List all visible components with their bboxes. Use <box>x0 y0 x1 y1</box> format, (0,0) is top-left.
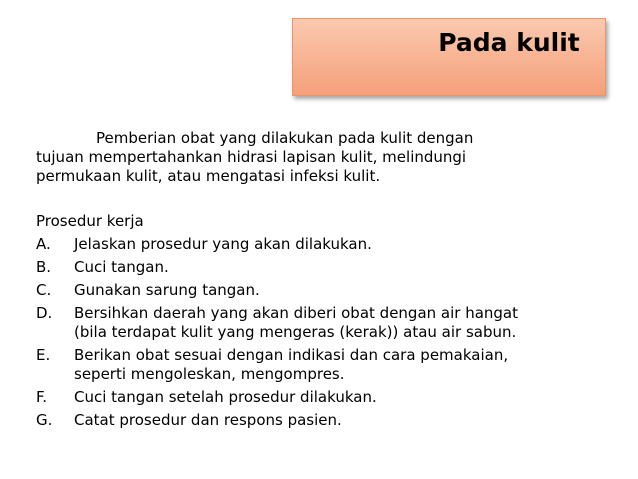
step-letter: B. <box>36 258 52 276</box>
step-letter: F. <box>36 388 47 406</box>
intro-line: tujuan mempertahankan hidrasi lapisan kulit, melindungi <box>36 148 467 166</box>
title-box <box>292 18 606 96</box>
intro-line: permukaan kulit, atau mengatasi infeksi kulit. <box>36 167 381 185</box>
list-item <box>36 258 616 277</box>
intro-line: Pemberian obat yang dilakukan pada kulit dengan <box>96 129 474 147</box>
step-text: Catat prosedur dan respons pasien. <box>74 411 342 429</box>
step-text: Bersihkan daerah yang akan diberi obat dengan air hangat (bila terdapat kulit yang mengeras (kerak)) atau air sabun. <box>74 304 519 341</box>
step-letter: D. <box>36 304 53 322</box>
step-text: Gunakan sarung tangan. <box>74 281 260 299</box>
list-item <box>36 411 616 430</box>
step-letter: A. <box>36 235 51 253</box>
step-text: Cuci tangan setelah prosedur dilakukan. <box>74 388 377 406</box>
step-letter: E. <box>36 346 51 364</box>
procedure-steps-list <box>36 235 616 434</box>
intro-paragraph <box>36 129 596 186</box>
step-text: Cuci tangan. <box>74 258 169 276</box>
step-text: Berikan obat sesuai dengan indikasi dan cara pemakaian, seperti mengoleskan, mengompres. <box>74 346 509 383</box>
step-letter: G. <box>36 411 53 429</box>
slide-title: Pada kulit <box>438 28 580 57</box>
procedure-title: Prosedur kerja <box>36 212 144 230</box>
list-item <box>36 304 616 342</box>
list-item <box>36 235 616 254</box>
list-item <box>36 388 616 407</box>
list-item <box>36 281 616 300</box>
step-letter: C. <box>36 281 52 299</box>
step-text: Jelaskan prosedur yang akan dilakukan. <box>74 235 372 253</box>
list-item <box>36 346 616 384</box>
